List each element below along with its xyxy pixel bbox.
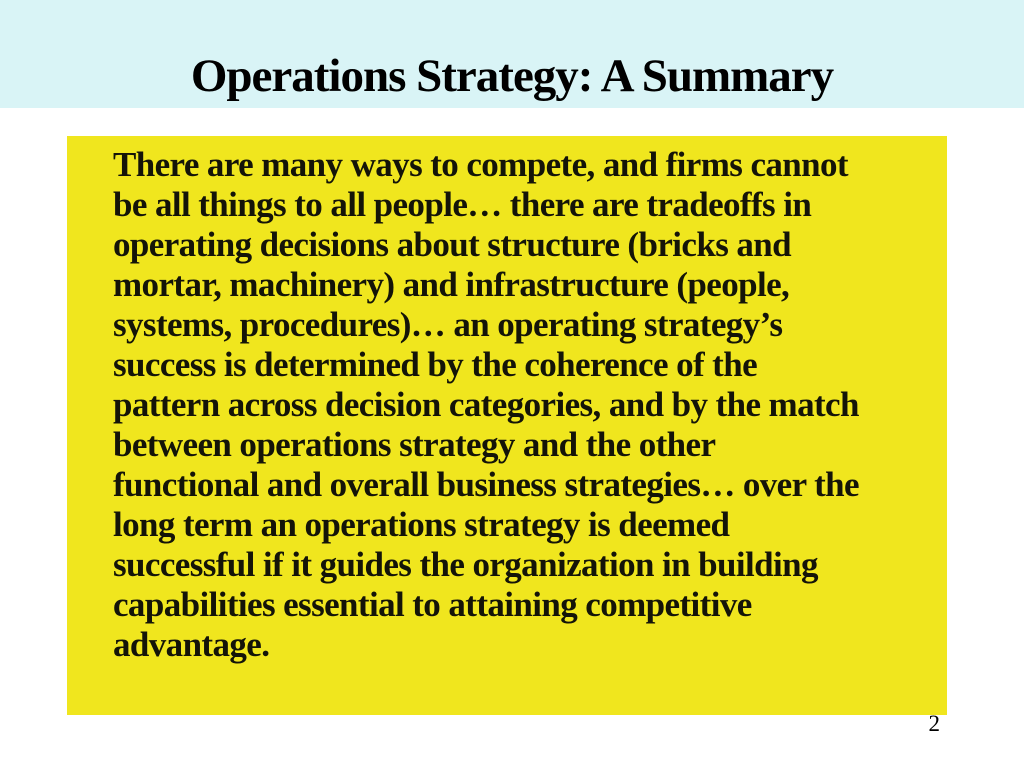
quote-line: long term an operations strategy is deemed <box>113 505 730 544</box>
quote-line: There are many ways to compete, and firms cannot <box>113 145 848 184</box>
quote-line: functional and overall business strategies… over the <box>113 465 859 504</box>
quote-line: between operations strategy and the other <box>113 425 716 464</box>
quote-line: successful if it guides the organization in building <box>113 545 818 584</box>
slide-title: Operations Strategy: A Summary <box>190 50 834 102</box>
quote-line: operating decisions about structure (bricks and <box>113 225 792 264</box>
page-number: 2 <box>928 711 940 736</box>
quote-line: pattern across decision categories, and by the match <box>113 385 859 424</box>
quote-line: capabilities essential to attaining competitive <box>113 585 752 624</box>
quote-line: mortar, machinery) and infrastructure (people, <box>113 265 790 304</box>
quote-line: advantage. <box>113 625 270 664</box>
title-band <box>0 0 1024 108</box>
quote-line: success is determined by the coherence of the <box>113 345 758 384</box>
quote-line: systems, procedures)… an operating strategy’s <box>113 305 783 344</box>
quote-box <box>67 136 947 715</box>
quote-line: be all things to all people… there are tradeoffs in <box>113 185 812 224</box>
